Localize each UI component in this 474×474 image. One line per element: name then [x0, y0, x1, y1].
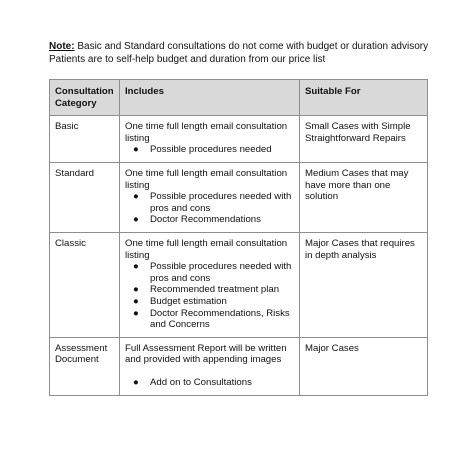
includes-text: One time full length email consultation listing	[125, 237, 288, 261]
list-item-text: Possible procedures needed with pros and cons	[150, 261, 292, 284]
includes-text: Full Assessment Report will be written and provided with appending images	[125, 342, 287, 366]
header-category: Consultation Category	[50, 80, 120, 116]
category-cell: Standard	[50, 162, 120, 232]
table-row	[50, 337, 428, 395]
includes-list	[125, 144, 294, 156]
bullet-icon: ●	[133, 284, 139, 296]
blank-line	[125, 366, 294, 378]
list-item	[125, 308, 294, 331]
includes-list	[125, 191, 294, 226]
includes-cell	[120, 337, 300, 395]
table-row	[50, 232, 428, 337]
list-item-text: Doctor Recommendations	[150, 214, 261, 226]
bullet-icon: ●	[133, 261, 139, 273]
suitable-cell: Major Cases that requires in depth analysis	[300, 232, 428, 337]
note-label: Note:	[49, 41, 75, 52]
bullet-icon: ●	[133, 377, 139, 389]
table-row	[50, 116, 428, 163]
list-item-text: Add on to Consultations	[150, 377, 252, 389]
list-item-text: Possible procedures needed	[150, 144, 272, 156]
consultation-table	[49, 79, 428, 396]
list-item-text: Budget estimation	[150, 295, 227, 307]
includes-cell	[120, 232, 300, 337]
table-header-row	[50, 80, 428, 116]
list-item	[125, 191, 294, 214]
note-line-2: Patients are to self-help budget and duration from our price list	[49, 53, 326, 65]
includes-list	[125, 377, 294, 389]
list-item	[125, 261, 294, 284]
includes-cell	[120, 116, 300, 163]
category-cell: Basic	[50, 116, 120, 163]
bullet-icon: ●	[133, 214, 139, 226]
page-content	[49, 41, 439, 389]
table-row	[50, 162, 428, 232]
list-item-text: Doctor Recommendations, Risks and Concerns	[150, 307, 290, 331]
list-item	[125, 284, 294, 296]
includes-text: One time full length email consultation listing	[125, 121, 288, 144]
list-item	[125, 377, 294, 389]
category-cell: Assessment Document	[50, 337, 120, 395]
header-includes: Includes	[120, 80, 300, 116]
note-line-1	[49, 41, 439, 54]
includes-list	[125, 261, 294, 331]
suitable-cell: Small Cases with Simple Straightforward Repairs	[300, 116, 428, 163]
bullet-icon: ●	[133, 191, 139, 203]
bullet-icon: ●	[133, 144, 139, 156]
list-item-text: Possible procedures needed with pros and cons	[150, 191, 292, 214]
note-text: Basic and Standard consultations do not come with budget or duration advisory	[74, 41, 429, 52]
list-item	[125, 214, 294, 226]
list-item	[125, 144, 294, 156]
bullet-icon: ●	[133, 307, 139, 319]
suitable-cell: Major Cases	[300, 337, 428, 395]
suitable-cell: Medium Cases that may have more than one solution	[300, 162, 428, 232]
includes-cell	[120, 162, 300, 232]
bullet-icon: ●	[133, 295, 139, 307]
header-suitable-for: Suitable For	[300, 80, 428, 116]
list-item	[125, 296, 294, 308]
list-item-text: Recommended treatment plan	[150, 284, 280, 296]
includes-text: One time full length email consultation listing	[125, 167, 288, 191]
category-cell: Classic	[50, 232, 120, 337]
